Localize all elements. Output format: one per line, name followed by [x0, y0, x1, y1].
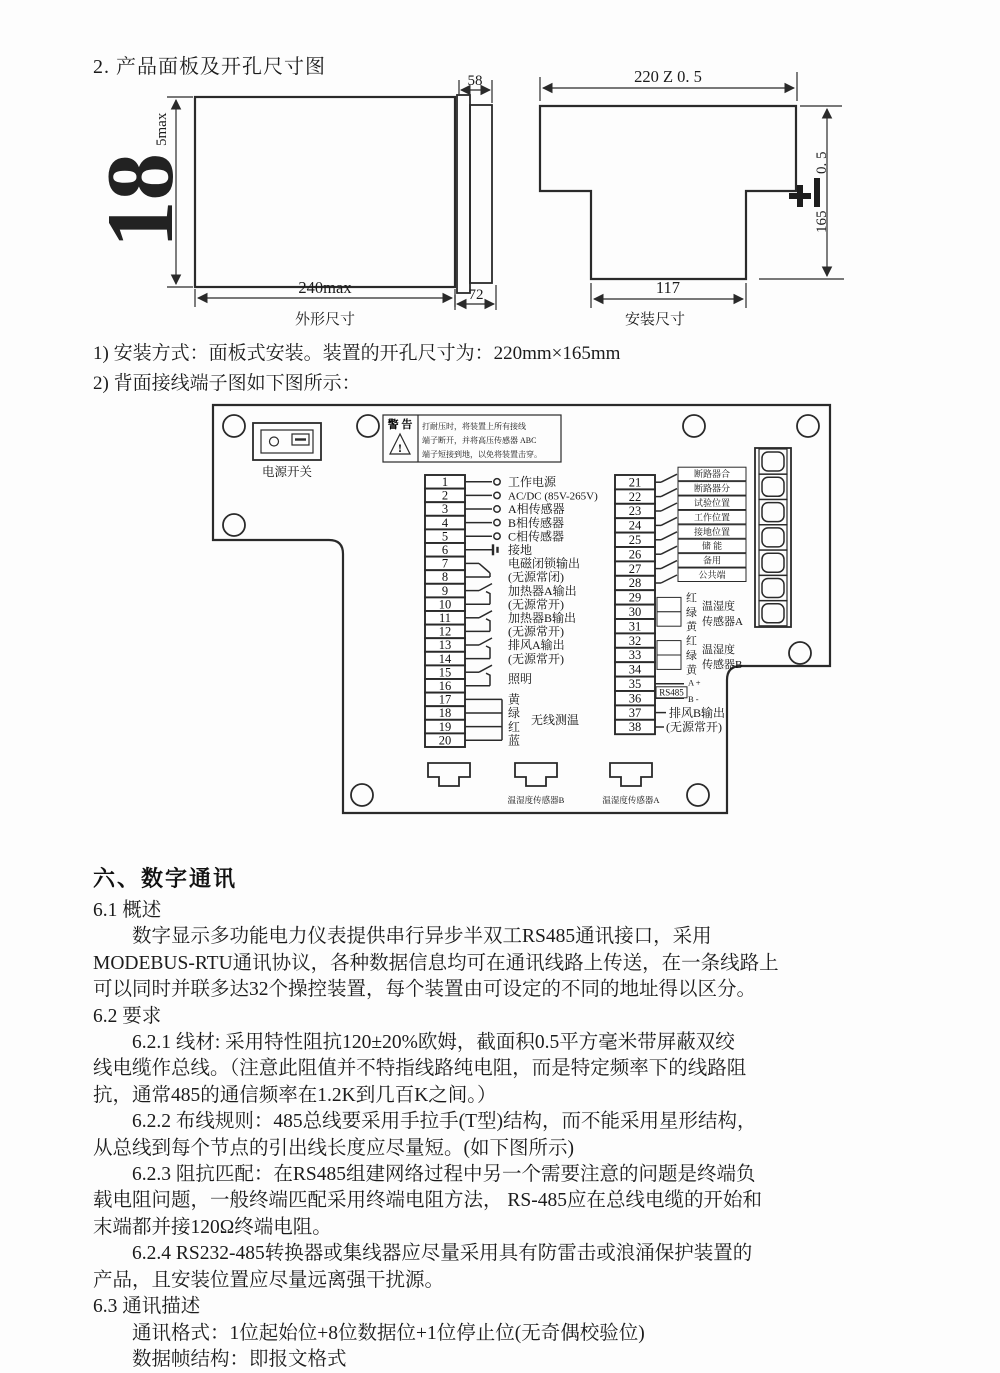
- terminal-label: 排风B输出: [669, 705, 726, 720]
- terminal-number: 36: [628, 691, 642, 706]
- terminal-number: 15: [438, 665, 452, 680]
- section2-heading: 2. 产品面板及开孔尺寸图: [93, 56, 326, 78]
- terminal-number: 2: [441, 488, 449, 503]
- sensor-connector: [657, 597, 681, 611]
- section6-lines: [93, 898, 973, 1373]
- terminal-dot-icon: [494, 479, 500, 485]
- wireless-temp-group-label: 无线测温: [531, 712, 580, 727]
- signal-label: 断路器合: [693, 469, 731, 480]
- terminal-number: 25: [628, 533, 642, 547]
- text-line: 6.2.1 线材: 采用特性阻抗120±20%欧姆，截面积0.5平方毫米带屏蔽双绞: [93, 1032, 735, 1054]
- text-line: 6.2.3 阻抗匹配：在RS485组建网络过程中另一个需要注意的问题是终端负: [93, 1164, 756, 1186]
- connector-label: 温湿度传感器A: [602, 795, 660, 805]
- warning-title: 警 告: [387, 419, 413, 431]
- mounting-hole: [357, 415, 379, 437]
- text-line: 末端都并接120Ω终端电阻。: [93, 1216, 332, 1238]
- depth-dim-label: 58: [467, 73, 483, 89]
- cutout-bottom-label: 117: [655, 278, 681, 297]
- text-line: 6.3 通讯描述: [93, 1296, 201, 1318]
- terminal-number: 4: [441, 515, 449, 530]
- signal-label: 储 能: [701, 541, 723, 552]
- power-switch-label: 电源开关: [261, 465, 313, 479]
- sensor-name: 温湿度: [702, 600, 735, 613]
- switch-no-icon: [479, 611, 492, 618]
- text-line: 从总线到每个节点的引出线长度应尽量短。(如下图所示): [93, 1137, 574, 1159]
- dimension-drawings: [0, 0, 1000, 340]
- switch-no-icon: [661, 575, 677, 583]
- terminal-number: 18: [438, 706, 452, 721]
- plus-tolerance-icon: [789, 185, 811, 207]
- terminal-number: 14: [438, 651, 452, 666]
- terminal-dot-icon: [494, 492, 500, 498]
- text-line: 6.2 要求: [93, 1005, 162, 1027]
- text-line: 6.1 概述: [93, 900, 162, 921]
- signal-label: 接地位置: [693, 526, 731, 537]
- height-dim-large: 18: [87, 153, 193, 248]
- sensor-name: 传感器A: [702, 616, 743, 628]
- connector-pin: [762, 604, 784, 623]
- text-line: 产品，且安装位置应尽量远离强干扰源。: [93, 1269, 445, 1291]
- switch-no-icon: [486, 592, 490, 605]
- mounting-hole: [351, 784, 373, 806]
- wire-color-label: 黄: [686, 621, 697, 634]
- text-line: 通讯格式：1位起始位+8位数据位+1位停止位(无奇偶校验位): [93, 1322, 645, 1344]
- rs485-b-label: B -: [688, 694, 699, 705]
- terminal-label: 接地: [508, 543, 533, 557]
- cutout-caption: 安装尺寸: [624, 312, 686, 328]
- terminal-number: 17: [438, 692, 452, 707]
- terminal-sublabel: (无源常开): [508, 597, 564, 612]
- terminal-number: 5: [441, 529, 449, 544]
- text-line: 6.2.2 布线规则：485总线要采用手拉手(T型)结构，而不能采用星形结构，: [93, 1111, 757, 1133]
- switch-no-icon: [479, 584, 492, 591]
- terminal-number: 7: [441, 556, 449, 571]
- cutout-height-label: 165: [814, 210, 830, 233]
- terminal-label: 工作电源: [508, 475, 557, 489]
- connector-pin: [762, 553, 784, 572]
- terminal-number: 27: [628, 561, 642, 576]
- mounting-hole: [223, 415, 245, 437]
- sensor-connector: [657, 612, 681, 626]
- switch-no-icon: [479, 638, 492, 645]
- switch-o-icon: [270, 437, 279, 446]
- terminal-number: 10: [438, 597, 452, 612]
- mounting-hole: [797, 415, 819, 437]
- switch-no-icon: [661, 489, 677, 497]
- switch-no-icon: [486, 673, 490, 686]
- wire-color-label: 红: [508, 719, 521, 734]
- terminal-label: 照明: [508, 672, 533, 687]
- sensor-connector: [657, 655, 681, 669]
- switch-no-icon: [661, 517, 677, 525]
- wire-color-label: 蓝: [508, 733, 521, 748]
- terminal-number: 12: [438, 624, 452, 639]
- terminal-number: 22: [628, 489, 642, 504]
- sensor-name: 传感器B: [702, 659, 743, 672]
- terminal-dot-icon: [494, 533, 500, 539]
- wire-color-label: 红: [686, 635, 697, 648]
- connector-pin: [762, 579, 784, 598]
- connector-slot: [759, 500, 787, 525]
- wire-color-label: 红: [686, 592, 697, 605]
- terminal-number: 35: [628, 677, 642, 691]
- terminal-sublabel: (无源常开): [508, 651, 564, 666]
- sensor-name: 温湿度: [702, 643, 735, 656]
- cutout-shape: [540, 106, 796, 279]
- rs485-a-label: A +: [688, 677, 701, 688]
- switch-no-icon: [661, 503, 677, 511]
- terminal-number: 26: [628, 547, 642, 562]
- switch-no-icon: [486, 619, 490, 632]
- sensor-connector: [657, 641, 681, 655]
- switch-no-icon: [661, 546, 677, 554]
- mounting-hole: [683, 415, 705, 437]
- switch-no-icon: [486, 646, 490, 659]
- terminal-number: 20: [438, 733, 452, 748]
- note-install-method: 1) 安装方式：面板式安装。装置的开孔尺寸为：220mm×165mm: [93, 343, 621, 364]
- switch-no-icon: [661, 532, 677, 540]
- warning-box: [383, 415, 561, 462]
- text-line: MODEBUS-RTU通讯协议，各种数据信息均可在通讯线路上传送，在一条线路上: [93, 952, 779, 974]
- total-depth-dim-label: 72: [468, 287, 484, 303]
- width-dim-label: 240max: [298, 278, 352, 297]
- terminal-sublabel: (无源常开): [508, 624, 564, 639]
- terminal-number: 1: [441, 475, 449, 489]
- mounting-hole: [223, 514, 245, 536]
- terminal-number: 23: [628, 504, 642, 519]
- switch-no-icon: [661, 474, 677, 482]
- terminal-number: 11: [438, 611, 452, 625]
- panel-front-rect: [195, 97, 455, 287]
- terminal-sublabel: (无源常闭): [508, 570, 564, 585]
- power-switch: [253, 423, 321, 479]
- terminal-number: 37: [628, 705, 642, 720]
- rj45-connector: [610, 763, 652, 786]
- terminal-number: 32: [628, 633, 642, 648]
- wire-color-label: 绿: [686, 606, 697, 619]
- terminal-label: A相传感器: [508, 502, 565, 517]
- connector-pin: [762, 503, 784, 522]
- terminal-label: 加热器A输出: [508, 583, 577, 598]
- terminal-number: 30: [628, 605, 642, 619]
- terminal-number: 24: [628, 518, 642, 533]
- text-line: 6.2.4 RS232-485转换器或集线器应尽量采用具有防雷击或浪涌保护装置的: [93, 1243, 753, 1265]
- terminal-number: 3: [441, 502, 449, 517]
- switch-nc-icon: [479, 563, 490, 577]
- terminal-blocks: [425, 448, 791, 805]
- signal-label: 工作位置: [693, 512, 731, 523]
- text-line: 可以同时并联多达32个操控装置，每个装置由可设定的不同的地址得以区分。: [93, 979, 757, 1001]
- terminal-number: 38: [628, 720, 642, 735]
- note-rear-terminals: 2) 背面接线端子图如下图所示：: [93, 373, 361, 394]
- terminal-label: 排风A输出: [508, 638, 565, 653]
- signal-label: 断路器分: [693, 483, 731, 494]
- warning-exclamation: !: [398, 441, 402, 455]
- cutout-tol-label: 0. 5: [814, 151, 830, 174]
- text-line: 载电阻问题，一般终端匹配采用终端电阻方法， RS-485应在总线电缆的开始和: [93, 1190, 762, 1212]
- wiring-diagram: [0, 398, 1000, 868]
- terminal-number: 9: [441, 583, 449, 598]
- text-line: 抗，通常485的通信频率在1.2K到几百K之间。）: [93, 1084, 497, 1106]
- terminal-number: 31: [628, 619, 642, 634]
- cutout-drawing: [540, 67, 844, 328]
- body-rect: [470, 105, 492, 283]
- outline-caption: 外形尺寸: [294, 312, 356, 328]
- connector-pin: [762, 452, 784, 471]
- text-line: 数字显示多功能电力仪表提供串行异步半双工RS485通讯接口，采用: [93, 926, 712, 948]
- text-line: 数据帧结构：即报文格式: [93, 1348, 347, 1370]
- connector-label: 温湿度传感器B: [507, 795, 565, 805]
- panel-side-drawing: [455, 73, 496, 310]
- rs485-label: RS485: [659, 687, 684, 698]
- terminal-number: 21: [628, 475, 642, 490]
- terminal-number: 29: [628, 590, 642, 605]
- signal-label: 试验位置: [693, 498, 731, 508]
- terminal-number: 8: [441, 570, 449, 585]
- terminal-label: AC/DC (85V-265V): [508, 490, 598, 503]
- terminal-number: 33: [628, 648, 642, 663]
- terminal-number: 16: [438, 679, 452, 693]
- power-switch-outer: [253, 423, 321, 460]
- cutout-width-label: 220 Z 0. 5: [634, 67, 702, 86]
- signal-label: 备用: [702, 555, 722, 566]
- switch-no-icon: [479, 665, 492, 672]
- terminal-label: B相传感器: [508, 515, 565, 530]
- terminal-number: 34: [628, 662, 642, 677]
- switch-no-icon: [661, 561, 677, 569]
- panel-outline-drawing: [87, 97, 455, 328]
- terminal-label: C相传感器: [508, 529, 565, 544]
- warning-line: 端子短接到地，以免将装置击穿。: [422, 450, 542, 459]
- warning-line: 端子断开，并将高压传感器 ABC: [422, 436, 537, 445]
- connector-pin: [762, 477, 784, 496]
- wire-color-label: 绿: [686, 650, 697, 662]
- terminal-number: 6: [441, 543, 449, 557]
- height-dim-small: 5max: [154, 112, 170, 146]
- bezel-rect: [457, 95, 470, 293]
- warning-line: 打耐压时，将装置上所有接线: [422, 422, 526, 431]
- text-line: 线电缆作总线。（注意此阻值并不特指线路纯电阻，而是特定频率下的线路阻: [93, 1058, 747, 1080]
- terminal-number: 13: [438, 638, 452, 653]
- mounting-hole: [687, 784, 709, 806]
- terminal-number: 19: [438, 719, 452, 734]
- terminal-label: 加热器B输出: [508, 611, 577, 625]
- wire-color-label: 黄: [508, 692, 521, 707]
- wire-color-label: 绿: [508, 706, 521, 721]
- terminal-number: 28: [628, 576, 642, 591]
- terminal-label: 电磁闭锁输出: [508, 556, 581, 571]
- rj45-connector: [515, 763, 557, 786]
- mounting-hole: [789, 642, 811, 664]
- rj45-connector: [428, 763, 470, 786]
- connector-pin: [762, 528, 784, 547]
- signal-label: 公共端: [698, 570, 726, 580]
- terminal-dot-icon: [494, 519, 500, 525]
- section6-heading: 六、数字通讯: [93, 866, 238, 891]
- terminal-sublabel: (无源常开): [666, 720, 722, 735]
- wire-color-label: 黄: [686, 664, 697, 677]
- terminal-dot-icon: [494, 506, 500, 512]
